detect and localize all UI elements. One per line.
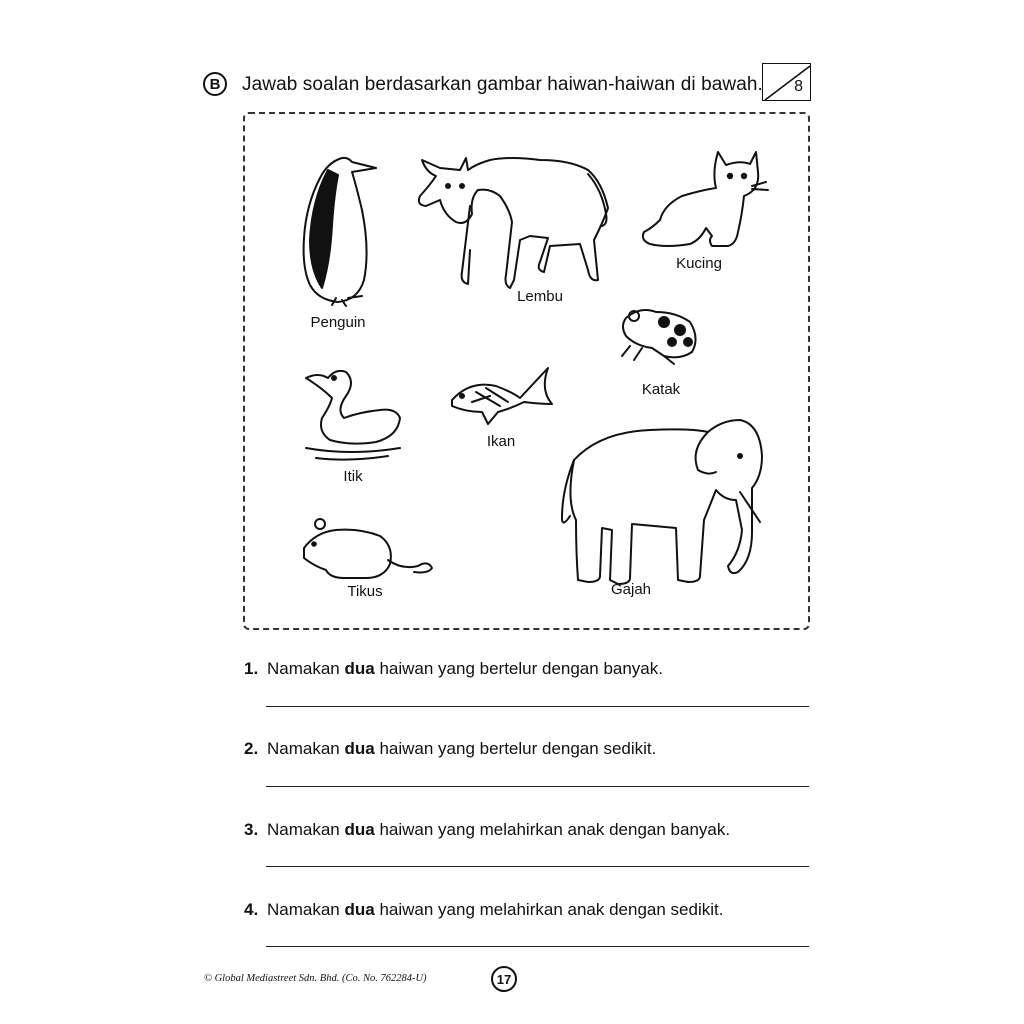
question-4 xyxy=(244,900,723,920)
question-2 xyxy=(244,739,656,759)
animal-label-itik: Itik xyxy=(343,468,363,485)
animal-label-gajah: Gajah xyxy=(610,581,652,598)
elephant-illustration xyxy=(562,420,762,584)
fish-illustration xyxy=(452,368,552,424)
section-instruction: Jawab soalan berdasarkan gambar haiwan-haiwan di bawah. xyxy=(242,74,763,95)
answer-line-2[interactable] xyxy=(266,786,809,787)
question-1 xyxy=(244,659,663,679)
penguin-illustration xyxy=(304,158,376,306)
question-number: 2. xyxy=(244,739,259,758)
question-text-after: haiwan yang melahirkan anak dengan sedikit. xyxy=(374,900,724,919)
frog-illustration xyxy=(622,310,696,364)
animal-label-penguin: Penguin xyxy=(310,314,366,331)
copyright-text: © Global Mediastreet Sdn. Bhd. (Co. No. 762284-U) xyxy=(204,973,427,984)
question-text-after: haiwan yang melahirkan anak dengan banyak. xyxy=(374,820,731,839)
question-text-after: haiwan yang bertelur dengan banyak. xyxy=(374,659,663,678)
cow-illustration xyxy=(419,158,608,288)
question-keyword: dua xyxy=(344,659,375,678)
animal-label-tikus: Tikus xyxy=(347,583,383,600)
mouse-illustration xyxy=(304,519,432,578)
question-keyword: dua xyxy=(344,739,375,758)
question-keyword: dua xyxy=(344,900,375,919)
animal-label-ikan: Ikan xyxy=(486,433,516,450)
answer-line-4[interactable] xyxy=(266,946,809,947)
question-text-before: Namakan xyxy=(267,900,345,919)
cat-illustration xyxy=(643,152,768,246)
animal-label-katak: Katak xyxy=(641,381,681,398)
page-number: 17 xyxy=(491,966,517,992)
question-number: 3. xyxy=(244,820,259,839)
question-text-after: haiwan yang bertelur dengan sedikit. xyxy=(374,739,657,758)
animal-label-lembu: Lembu xyxy=(517,288,563,305)
answer-line-3[interactable] xyxy=(266,866,809,867)
answer-line-1[interactable] xyxy=(266,706,809,707)
question-3 xyxy=(244,820,730,840)
question-text-before: Namakan xyxy=(267,659,345,678)
question-keyword: dua xyxy=(344,820,375,839)
question-number: 1. xyxy=(244,659,259,678)
question-number: 4. xyxy=(244,900,259,919)
max-score: 8 xyxy=(794,78,803,95)
question-text-before: Namakan xyxy=(267,820,345,839)
question-text-before: Namakan xyxy=(267,739,345,758)
animal-label-kucing: Kucing xyxy=(676,255,722,272)
duck-illustration xyxy=(306,371,400,460)
section-badge: B xyxy=(203,72,227,96)
